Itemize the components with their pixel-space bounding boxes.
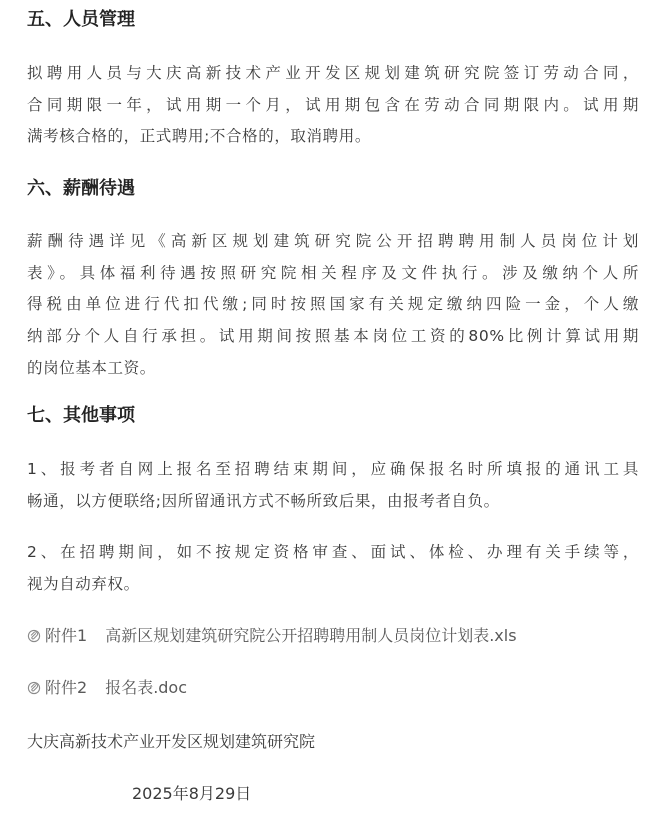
paragraph-line: 1、报考者自网上报名至招聘结束期间，应确保报名时所填报的通讯工具 [27, 460, 639, 478]
attachment-label: 附件1 [45, 626, 88, 645]
attachment-label: 附件2 [45, 678, 88, 697]
section-heading-personnel-management: 五、人员管理 [27, 9, 135, 30]
other-matters-item-2 [27, 537, 639, 600]
paragraph-line: 合同期限一年，试用期一个月，试用期包含在劳动合同期限内。试用期 [27, 95, 639, 114]
issuing-organization: 大庆高新技术产业开发区规划建筑研究院 [27, 732, 316, 751]
paragraph-line: 满考核合格的，正式聘用;不合格的，取消聘用。 [27, 127, 371, 146]
attachment-clip-icon [27, 681, 41, 695]
attachment-link-2[interactable] [27, 677, 187, 699]
paragraph-line: 薪酬待遇详见《高新区规划建筑研究院公开招聘聘用制人员岗位计划 [27, 232, 639, 250]
attachment-link-1[interactable] [27, 625, 517, 647]
attachment-filename[interactable]: 报名表.doc [105, 678, 188, 697]
paragraph-line: 纳部分个人自行承担。试用期间按照基本岗位工资的80%比例计算试用期 [27, 327, 639, 346]
paragraph-line: 视为自动弃权。 [27, 574, 140, 593]
paragraph-line: 拟聘用人员与大庆高新技术产业开发区规划建筑研究院签订劳动合同， [27, 64, 639, 82]
paragraph-line: 2、在招聘期间，如不按规定资格审查、面试、体检、办理有关手续等， [27, 543, 639, 561]
section-heading-salary-benefits: 六、薪酬待遇 [27, 178, 135, 199]
personnel-management-paragraph [27, 58, 639, 153]
attachment-clip-icon [27, 629, 41, 643]
salary-benefits-paragraph [27, 226, 639, 385]
paragraph-line: 表》。具体福利待遇按照研究院相关程序及文件执行。涉及缴纳个人所 [27, 263, 639, 282]
other-matters-item-1 [27, 454, 639, 517]
issue-date: 2025年8月29日 [132, 784, 252, 803]
attachment-filename[interactable]: 高新区规划建筑研究院公开招聘聘用制人员岗位计划表.xls [105, 626, 517, 645]
paragraph-line: 得税由单位进行代扣代缴;同时按照国家有关规定缴纳四险一金，个人缴 [27, 295, 639, 314]
section-heading-other-matters: 七、其他事项 [27, 405, 135, 426]
paragraph-line: 的岗位基本工资。 [27, 358, 156, 377]
paragraph-line: 畅通，以方便联络;因所留通讯方式不畅所致后果，由报考者自负。 [27, 491, 500, 510]
